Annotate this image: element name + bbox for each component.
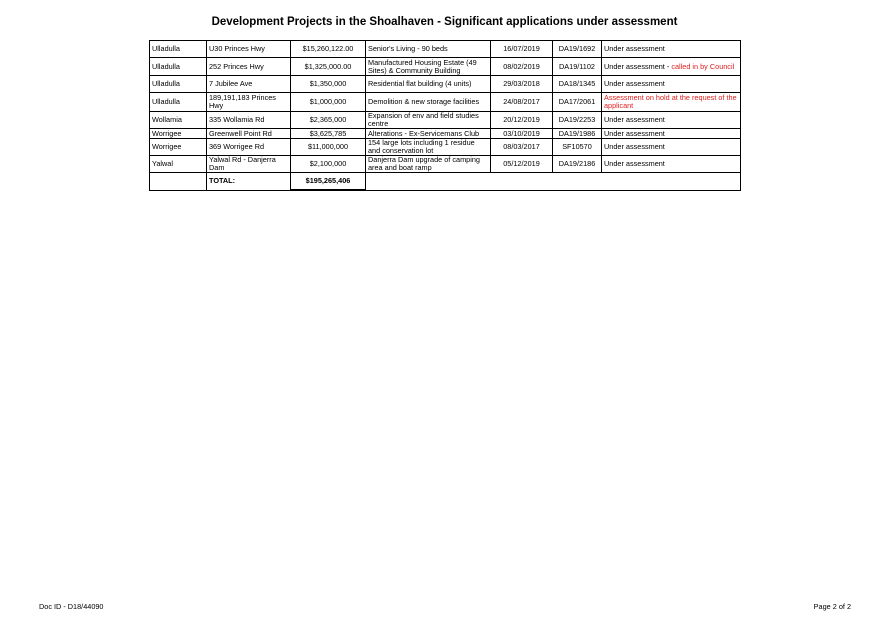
application-number-cell: DA19/2186 xyxy=(553,156,602,173)
status-text: Under assessment xyxy=(604,44,665,53)
value-cell: $1,325,000.00 xyxy=(291,58,366,76)
description-cell: Expansion of env and field studies centre xyxy=(366,112,491,129)
suburb-cell: Yalwal xyxy=(150,156,207,173)
date-cell: 24/08/2017 xyxy=(491,93,553,112)
date-cell: 08/03/2017 xyxy=(491,139,553,156)
table-row xyxy=(150,129,741,139)
status-text: Under assessment xyxy=(604,79,665,88)
description-cell: Demolition & new storage facilities xyxy=(366,93,491,112)
table-row xyxy=(150,156,741,173)
value-cell: $15,260,122.00 xyxy=(291,41,366,58)
status-cell xyxy=(602,41,741,58)
description-cell: Residential flat building (4 units) xyxy=(366,76,491,93)
status-cell xyxy=(602,139,741,156)
status-note: called in by Council xyxy=(671,61,735,71)
description-cell: Alterations - Ex-Servicemans Club xyxy=(366,129,491,139)
value-cell: $1,000,000 xyxy=(291,93,366,112)
address-cell: 189,191,183 Princes Hwy xyxy=(207,93,291,112)
date-cell: 03/10/2019 xyxy=(491,129,553,139)
value-cell: $2,365,000 xyxy=(291,112,366,129)
status-text: Under assessment xyxy=(604,115,665,124)
application-number-cell: SF10570 xyxy=(553,139,602,156)
date-cell: 08/02/2019 xyxy=(491,58,553,76)
application-number-cell: DA19/1986 xyxy=(553,129,602,139)
suburb-cell: Ulladulla xyxy=(150,41,207,58)
value-cell: $11,000,000 xyxy=(291,139,366,156)
description-cell: 154 large lots including 1 residue and conservation lot xyxy=(366,139,491,156)
date-cell: 20/12/2019 xyxy=(491,112,553,129)
total-blank-cell xyxy=(366,173,741,191)
status-text: Under assessment xyxy=(604,159,665,168)
application-number-cell: DA17/2061 xyxy=(553,93,602,112)
total-spacer-cell xyxy=(150,173,207,191)
status-cell xyxy=(602,156,741,173)
suburb-cell: Wollamia xyxy=(150,112,207,129)
date-cell: 29/03/2018 xyxy=(491,76,553,93)
status-text: Under assessment xyxy=(604,142,665,151)
description-cell: Manufactured Housing Estate (49 Sites) & Community Building xyxy=(366,58,491,76)
page-title: Development Projects in the Shoalhaven - Significant applications under assessment xyxy=(211,16,678,28)
suburb-cell: Worrigee xyxy=(150,139,207,156)
doc-id: Doc ID - D18/44090 xyxy=(39,602,104,611)
application-number-cell: DA18/1345 xyxy=(553,76,602,93)
total-value: $195,265,406 xyxy=(291,173,366,191)
suburb-cell: Worrigee xyxy=(150,129,207,139)
total-row xyxy=(150,173,741,191)
date-cell: 16/07/2019 xyxy=(491,41,553,58)
address-cell: 335 Wollamia Rd xyxy=(207,112,291,129)
address-cell: 369 Worrigee Rd xyxy=(207,139,291,156)
table-row xyxy=(150,112,741,129)
status-text: Under assessment - xyxy=(604,61,672,71)
status-note: Assessment on hold at the request of the applicant xyxy=(604,93,737,110)
status-cell xyxy=(602,93,741,112)
address-cell: U30 Princes Hwy xyxy=(207,41,291,58)
status-cell xyxy=(602,76,741,93)
total-label: TOTAL: xyxy=(207,173,291,191)
status-text: Under assessment xyxy=(604,128,665,138)
address-cell: Greenwell Point Rd xyxy=(207,129,291,139)
address-cell: Yalwal Rd - Danjerra Dam xyxy=(207,156,291,173)
table-row xyxy=(150,139,741,156)
value-cell: $2,100,000 xyxy=(291,156,366,173)
status-cell xyxy=(602,112,741,129)
suburb-cell: Ulladulla xyxy=(150,76,207,93)
applications-table xyxy=(149,40,741,191)
table-row xyxy=(150,58,741,76)
suburb-cell: Ulladulla xyxy=(150,93,207,112)
description-cell: Senior's Living - 90 beds xyxy=(366,41,491,58)
address-cell: 252 Princes Hwy xyxy=(207,58,291,76)
application-number-cell: DA19/2253 xyxy=(553,112,602,129)
suburb-cell: Ulladulla xyxy=(150,58,207,76)
value-cell: $1,350,000 xyxy=(291,76,366,93)
status-cell xyxy=(602,129,741,139)
page-number: Page 2 of 2 xyxy=(813,602,851,611)
address-cell: 7 Jubilee Ave xyxy=(207,76,291,93)
description-cell: Danjerra Dam upgrade of camping area and boat ramp xyxy=(366,156,491,173)
status-cell xyxy=(602,58,741,76)
table-row xyxy=(150,93,741,112)
application-number-cell: DA19/1692 xyxy=(553,41,602,58)
date-cell: 05/12/2019 xyxy=(491,156,553,173)
table-row xyxy=(150,76,741,93)
application-number-cell: DA19/1102 xyxy=(553,58,602,76)
value-cell: $3,625,785 xyxy=(291,129,366,139)
table-row xyxy=(150,41,741,58)
